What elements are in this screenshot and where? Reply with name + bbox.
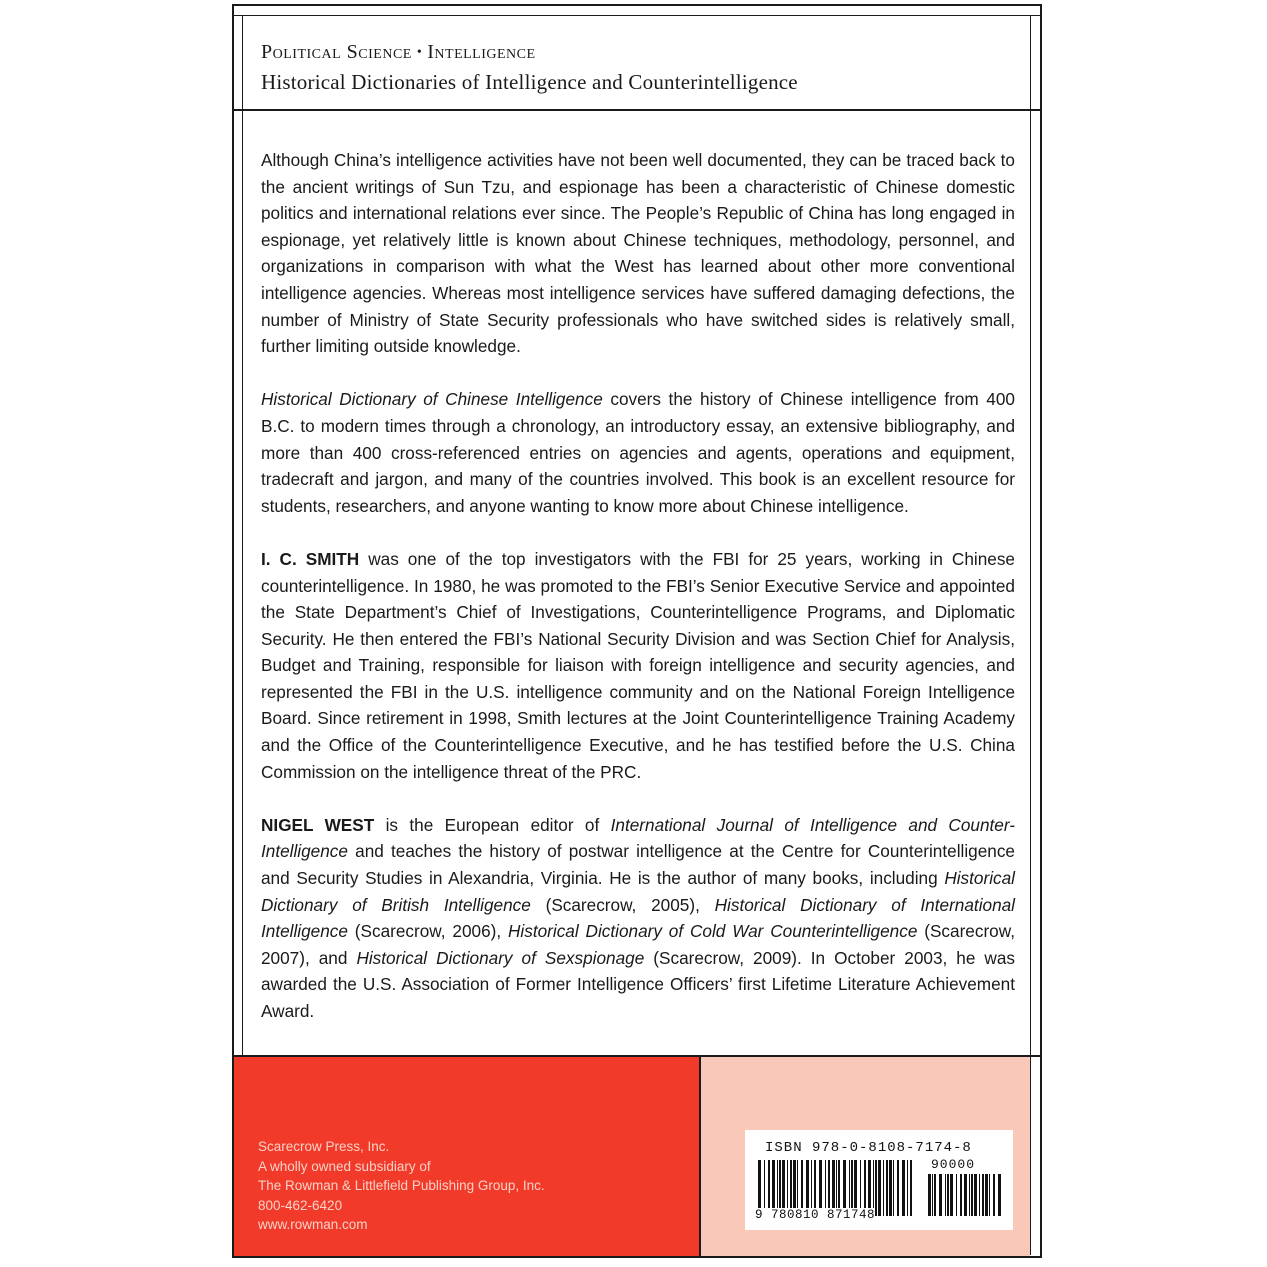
author-bio-smith [261, 546, 1015, 785]
isbn-number: ISBN 978-0-8108-7174-8 [765, 1140, 972, 1156]
author-name-smith: I. C. SMITH [261, 548, 360, 569]
bio-text-west: (Scarecrow, 2005), [530, 894, 715, 915]
book-title-sexspionage: Historical Dictionary of Sexspionage [356, 947, 645, 968]
book-description-paragraph [261, 386, 1015, 519]
footer-split-rule [699, 1055, 701, 1256]
ean-digits: 9 780810 871748 [755, 1208, 876, 1222]
category-line [261, 38, 1021, 67]
bio-text-west: and teaches the history of postwar intelligence at the Centre for Counterintelligence and Security Studies in Alexandria, Virginia. He is the author of many books, including [261, 841, 1015, 889]
frame-rule-right [1030, 15, 1031, 1255]
publisher-subsidiary-note: A wholly owned subsidiary of [258, 1158, 431, 1174]
publisher-info [258, 1137, 545, 1235]
frame-rule-top [234, 15, 1040, 16]
category-intelligence: Intelligence [427, 41, 536, 63]
price-code: 90000 [931, 1157, 976, 1172]
bullet-separator: • [416, 45, 423, 60]
book-title-international: Historical Dictionary of International Intelligence [261, 894, 1016, 942]
author-name-west: NIGEL WEST [261, 814, 375, 835]
parent-company: The Rowman & Littlefield Publishing Group, Inc. [258, 1178, 545, 1194]
header-divider [234, 109, 1040, 111]
category-political-science: Political Science [261, 41, 412, 63]
publisher-phone: 800-462-6420 [258, 1197, 343, 1213]
description-body [261, 147, 1015, 1051]
bio-text-west: (Scarecrow, 2009). In October 2003, he was awarded the U.S. Association of Former Intelligence Officers’ first Lifetime Literature Achievement Award. [261, 947, 1015, 1021]
book-title: Historical Dictionary of Chinese Intelligence [261, 389, 603, 410]
bio-text-west: (Scarecrow, 2006), [347, 921, 508, 942]
publisher-website: www.rowman.com [258, 1217, 368, 1233]
footer-divider [234, 1055, 1040, 1057]
book-title-british: Historical Dictionary of British Intelligence [261, 868, 1015, 915]
book-description-text: covers the history of Chinese intelligence from 400 B.C. to modern times through a chronology, an introductory essay, an extensive bibliography, and more than 400 cross-referenced entries on agencies and agents, operations and equipment, tradecraft and jargon, and many of the countries involved. This book is an excellent resource for students, researchers, and anyone wanting to know more about Chinese intelligence. [261, 389, 1015, 516]
publisher-panel [234, 1057, 699, 1256]
bio-text-west: (Scarecrow, 2007), and [261, 921, 1015, 968]
book-title-cold-war: Historical Dictionary of Cold War Counterintelligence [508, 921, 918, 942]
bio-text-west: is the European editor of [374, 814, 611, 835]
bio-text-smith: was one of the top investigators with the FBI for 25 years, working in Chinese counterintelligence. In 1980, he was promoted to the FBI’s Senior Executive Service and appointed the State Department’s Chief of Investigations, Counterintelligence Programs, and Diplomatic Security. He then entered the FBI’s National Security Division and was Section Chief for Analysis, Budget and Training, responsible for liaison with foreign intelligence and security agencies, and represented the FBI in the U.S. intelligence community and on the National Foreign Intelligence Board. Since retirement in 1998, Smith lectures at the Joint Counterintelligence Training Academy and the Office of the Counterintelligence Executive, and he has testified before the U.S. China Commission on the intelligence threat of the PRC. [261, 548, 1015, 782]
barcode-label [745, 1130, 1013, 1230]
series-header [261, 38, 1021, 97]
addon-barcode-icon [927, 1174, 1003, 1216]
author-bio-west [261, 812, 1015, 1025]
publisher-name: Scarecrow Press, Inc. [258, 1139, 390, 1154]
intro-paragraph: Although China’s intelligence activities have not been well documented, they can be traced back to the ancient writings of Sun Tzu, and espionage has been a characteristic of Chinese domestic politics and international relations ever since. The People’s Republic of China has long engaged in espionage, yet relatively little is known about Chinese techniques, methodology, personnel, and organizations in comparison with what the West has learned about other more conventional intelligence agencies. Whereas most intelligence services have suffered damaging defections, the number of Ministry of State Security professionals who have switched sides is relatively small, further limiting outside knowledge. [261, 150, 1015, 357]
book-back-cover [232, 4, 1042, 1258]
journal-title: International Journal of Intelligence and Counter-Intelligence [261, 814, 1015, 862]
barcode-panel [701, 1057, 1030, 1256]
series-title: Historical Dictionaries of Intelligence and Counterintelligence [261, 70, 798, 94]
